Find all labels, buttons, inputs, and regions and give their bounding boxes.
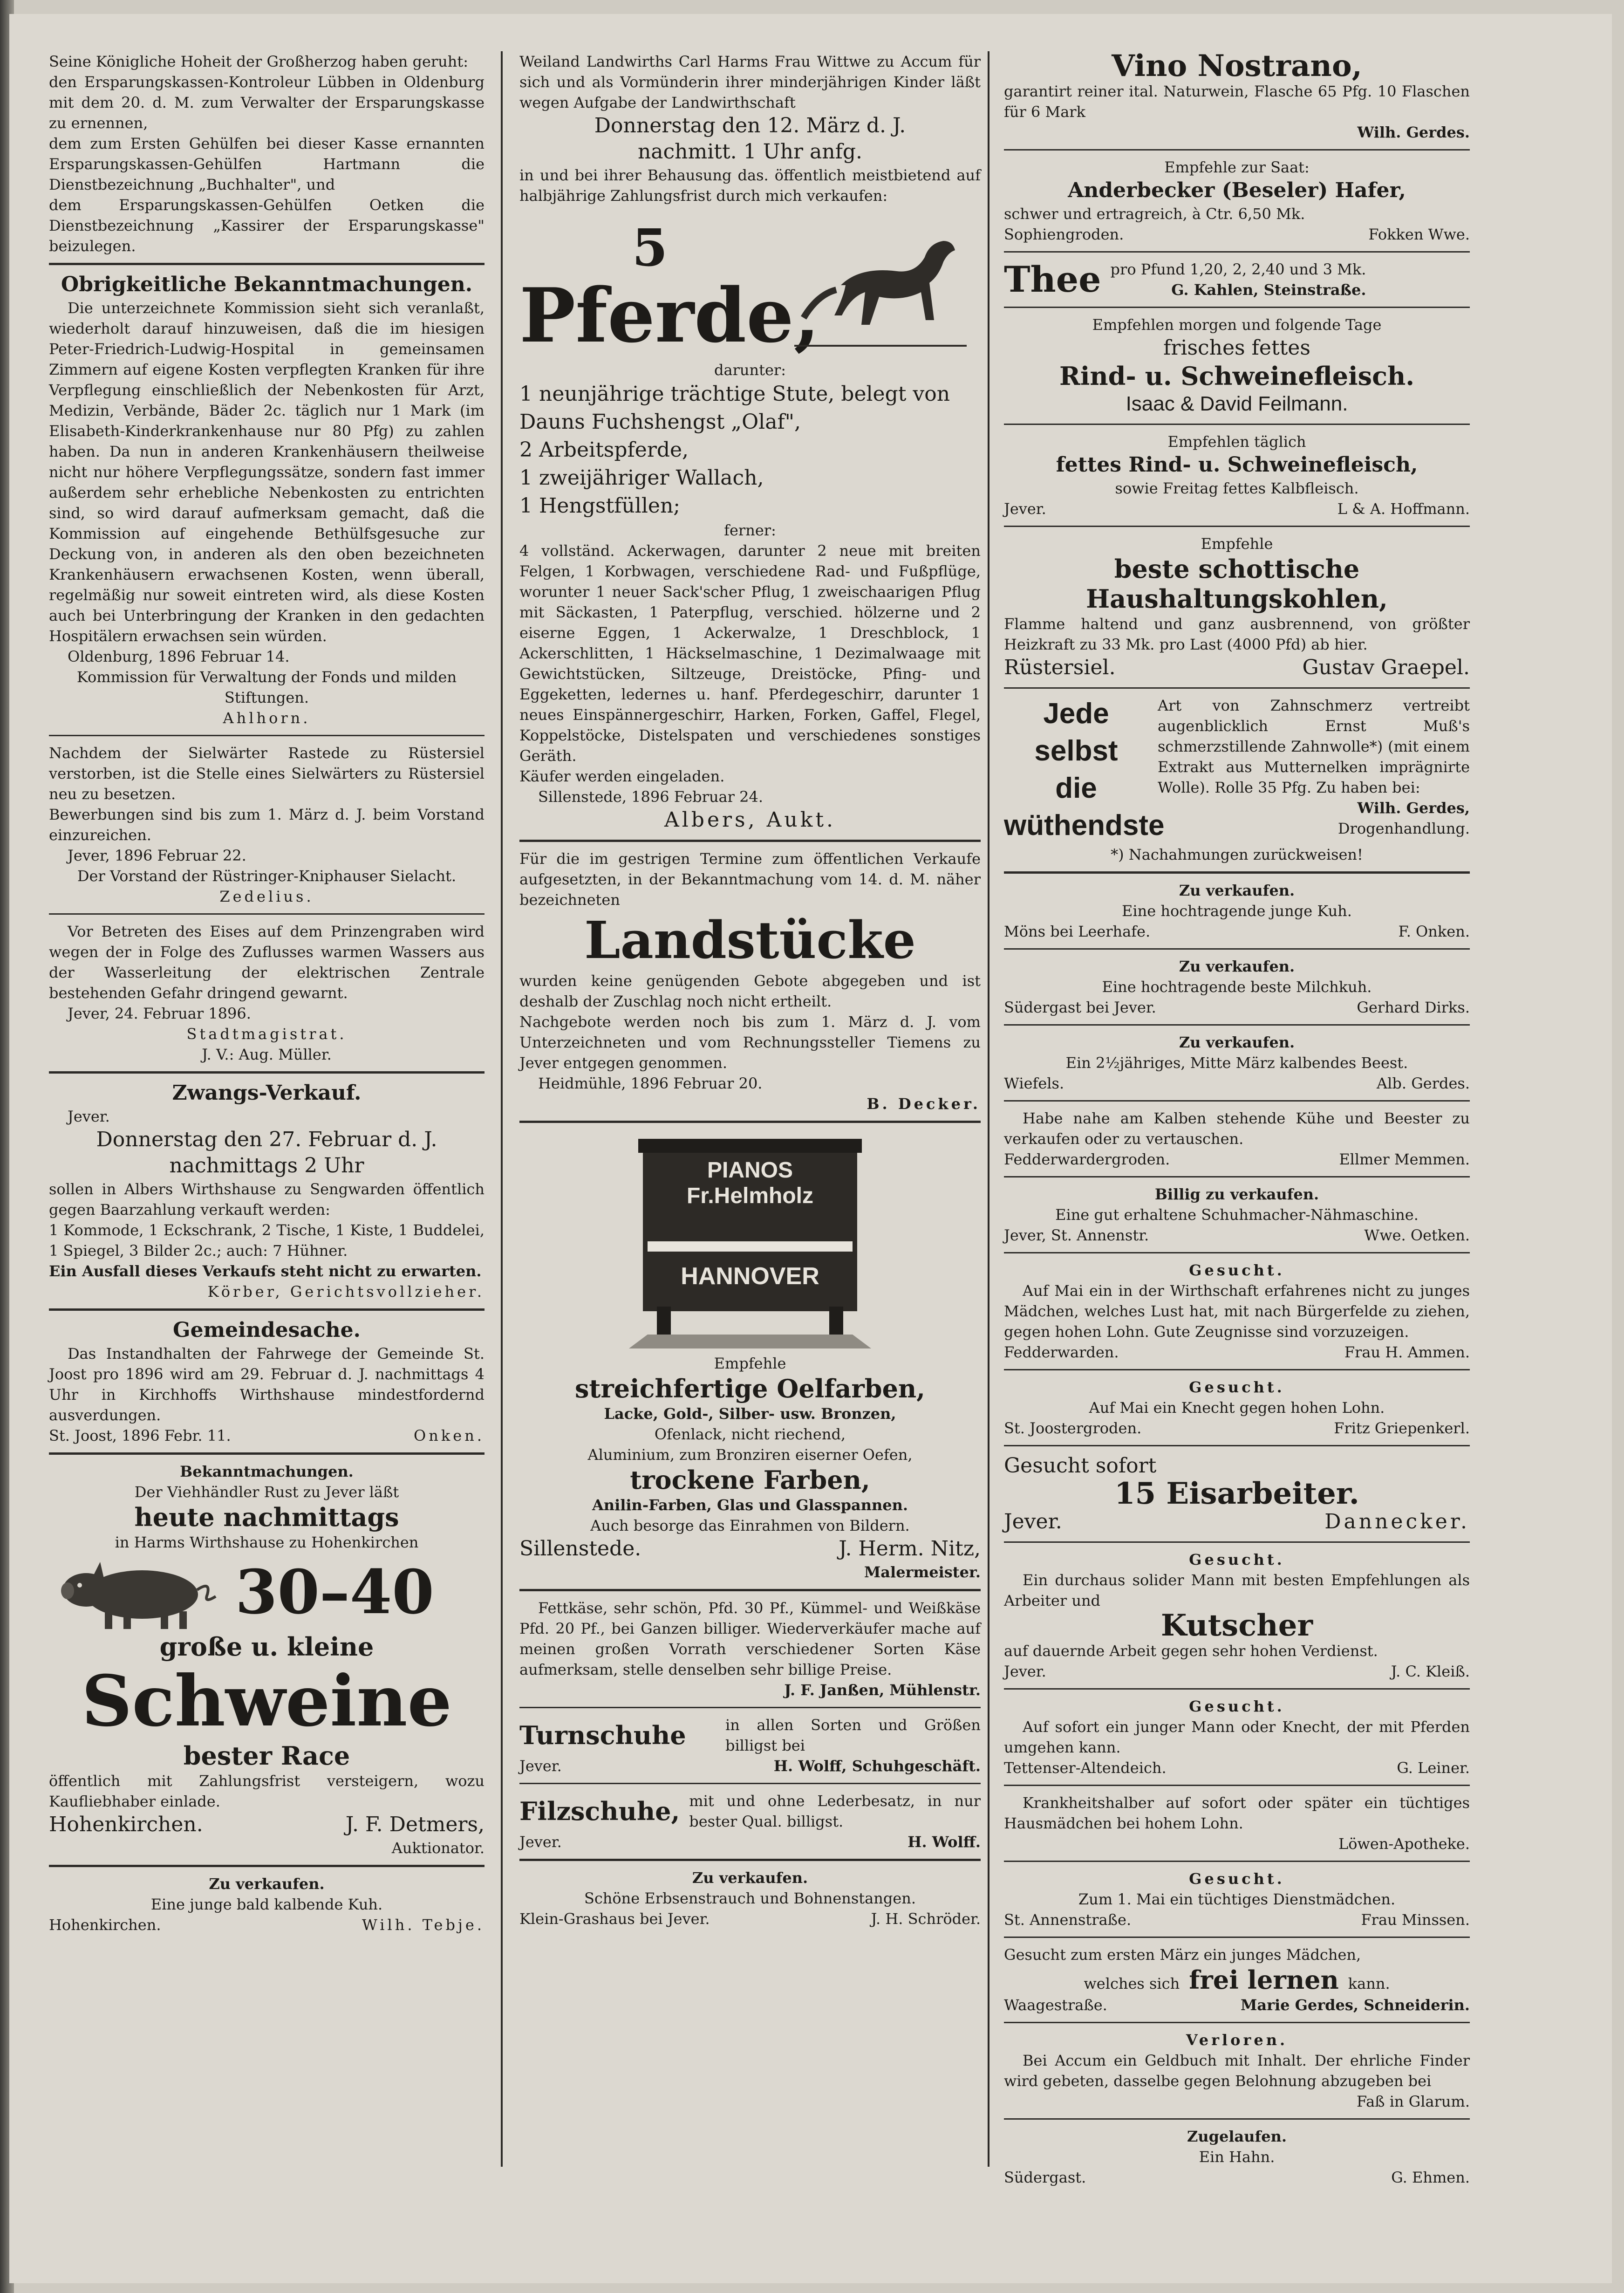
ad-thee-text [1111, 259, 1366, 300]
notice-appointment: Seine Königliche Hoheit der Großherzog haben geruht: den Ersparungskassen-Kontroleur Lübben in Oldenburg mit dem 20. d. M. zum Verwalter der Ersparungskasse zu ernennen, dem zum Ersten Gehülfen bei dieser Kasse ernannten Ersparungskassen-Gehülfen Hartmann die Dienstbezeichnung „Buchhalter", und dem Ersparungskassen-Gehülfen Oetken die Dienstbezeichnung „Kassirer der Ersparungskasse" beizulegen. [49, 53, 484, 255]
ad-place: Rüstersiel. [1004, 656, 1116, 679]
piano-label: Fr.Helmholz [686, 1184, 814, 1208]
ad-body: Schöne Erbsenstrauch und Bohnenstangen. [584, 1889, 916, 1907]
ad-place: Hohenkirchen. [49, 1813, 203, 1836]
notice-body: Vor Betreten des Eises auf dem Prinzengraben wird wegen der in Folge des Zuflusses warmen Wassers aus der Wasserleitung der elektrischen Zentrale bestehenden Gefahr dringend gewarnt. [49, 923, 484, 1002]
ad-signature: Isaac & David Feilmann. [1126, 392, 1348, 415]
ad-body: Auf sofort ein junger Mann oder Knecht, der mit Pferden umgehen kann. [1004, 1718, 1470, 1756]
ad-signature-title: Auktionator. [391, 1839, 484, 1857]
ad-headline: fettes Rind- u. Schweinefleisch, [1056, 453, 1418, 477]
ad-date: Donnerstag den 12. März d. J. [594, 114, 906, 137]
ad-footer [1004, 1758, 1470, 1778]
ad-footnote: *) Nachahmungen zurückweisen! [1111, 846, 1363, 863]
ad-intro: Weiland Landwirths Carl Harms Frau Wittwe zu Accum für sich und als Vormünderin ihrer minderjährigen Kinder läßt wegen Aufgabe der Landwirthschaft [519, 53, 981, 111]
ad-place: St. Annenstraße. [1004, 1911, 1132, 1929]
ad-zahnwolle [1004, 695, 1470, 844]
ad-signature: Wilh. Gerdes, [1357, 799, 1470, 817]
ad-headline-word: wüthendste [1004, 809, 1165, 842]
ad-place: Hohenkirchen. [49, 1916, 161, 1934]
ad-signature: Fritz Griepenkerl. [1334, 1419, 1470, 1437]
ad-footer [1004, 997, 1470, 1018]
ad-place: Möns bei Leerhafe. [1004, 923, 1151, 940]
ad-place: Jever. [519, 1757, 562, 1775]
ad-footer [49, 1812, 484, 1838]
ad-footer [1004, 1509, 1470, 1535]
ad-place: Sillenstede. [519, 1537, 641, 1561]
ad-headline: Haushaltungskohlen, [1086, 584, 1388, 614]
ad-body: Für die im gestrigen Termine zum öffentlichen Verkaufe aufgesetzten, in der Bekanntmachung vom 14. d. M. näher bezeichneten [519, 850, 981, 909]
ad-time: nachmittags 2 Uhr [169, 1154, 364, 1177]
ad-signature: L & A. Hoffmann. [1337, 500, 1470, 518]
ad-place: Waagestraße. [1004, 1996, 1107, 2014]
ad-body: Krankheitshalber auf sofort oder später ein tüchtiges Hausmädchen bei hohem Lohn. [1004, 1794, 1470, 1832]
section-title: Zu verkaufen. [692, 1869, 808, 1887]
ad-place: Südergast bei Jever. [1004, 999, 1156, 1016]
ad-footer [1004, 1225, 1470, 1246]
ad-frei-lernen [1004, 1965, 1470, 1995]
ad-headline: Turnschuhe [519, 1720, 686, 1750]
section-title: Zwangs-Verkauf. [172, 1081, 362, 1105]
ad-body: auf dauernde Arbeit gegen sehr hohen Verdienst. [1004, 1642, 1378, 1660]
ad-headline-word: die [1055, 772, 1097, 804]
ad-line: Lacke, Gold-, Silber- usw. Bronzen, [604, 1405, 896, 1423]
section-title: Zu verkaufen. [1179, 958, 1295, 975]
ad-thee [1004, 259, 1470, 300]
ad-body: Eine gut erhaltene Schuhmacher-Nähmaschine. [1055, 1206, 1419, 1224]
horse-headline-text [519, 218, 820, 359]
ad-headline: beste schottische [1114, 554, 1360, 584]
ad-signature: J. H. Schröder. [871, 1910, 981, 1928]
ad-place: Jever. [1004, 1663, 1046, 1680]
column-left [49, 51, 484, 1935]
ad-signature: G. Leiner. [1397, 1759, 1470, 1777]
ad-zahnwolle-text [1158, 695, 1470, 844]
ad-body: Flamme haltend und ganz ausbrennend, von größter Heizkraft zu 33 Mk. pro Last (4000 Pfd) ab hier. [1004, 615, 1470, 653]
section-title: Obrigkeitliche Bekanntmachungen. [61, 273, 473, 296]
ad-headline: Filzschuhe, [519, 1796, 680, 1826]
ad-signature: Wwe. Oetken. [1364, 1226, 1470, 1244]
ad-body: in und bei ihrer Behausung das. öffentlich meistbietend auf halbjährige Zahlungsfrist durch mich verkaufen: [519, 166, 981, 205]
notice-signature: Der Vorstand der Rüstringer-Kniphauser Sielacht. [77, 867, 457, 885]
ad-date: Donnerstag den 27. Februar d. J. [96, 1128, 437, 1151]
ad-body: Ein 2½jähriges, Mitte März kalbendes Beest. [1065, 1054, 1408, 1072]
ad-footer [1004, 1073, 1470, 1094]
ad-footer [1004, 2167, 1470, 2188]
ad-place: Wiefels. [1004, 1075, 1064, 1092]
ad-body: in allen Sorten und Größen billigst bei [725, 1716, 981, 1754]
ad-headline: heute nachmittags [134, 1502, 399, 1532]
notice-body: Die unterzeichnete Kommission sieht sich veranlaßt, wiederholt darauf hinzuweisen, daß die im hiesigen Peter-Friedrich-Ludwig-Hospital in gemeinsamen Zimmern auf eigene Kosten verpflegten Kranken für ihre Verpflegung einschließlich der Nebenkosten für Arzt, Medizin, Verbände, Bäder 2c. täglich nur 1 Mark (im Elisabeth-Kinderkrankenhause nur 80 Pfg) zu zahlen haben. Da nun in anderen Krankenhäusern theilweise nicht nur höhere Verpflegungssätze, sondern fast immer außerdem sehr erhebliche Nebenkosten zu entrichten sind, so wird darauf aufmerksam gemacht, daß die Kommission auf eingehende Bethülfsgesuche zur Deckung von, in anderen als den oben bezeichneten Krankenhäusern erwachsenen Kosten, wenn überall, regelmäßig nur soweit eintreten wird, als diese Kosten auch bei Unterbringung der Kranken in den gedachten Hospitälern erwachsen sein würden. [49, 299, 484, 645]
ad-headline: Kutscher [1160, 1608, 1313, 1643]
ad-line: Der Viehhändler Rust zu Jever läßt [134, 1483, 399, 1501]
ad-footer [1004, 1342, 1470, 1362]
ad-time: nachmitt. 1 Uhr anfg. [637, 140, 863, 164]
ad-date: Heidmühle, 1896 Februar 20. [538, 1075, 763, 1092]
pig-illustration-icon [49, 1553, 226, 1632]
ad-headline: große u. kleine [159, 1632, 374, 1662]
ad-body: Bei Accum ein Geldbuch mit Inhalt. Der ehrliche Finder wird gebeten, dasselbe gegen Belohnung abzugeben bei [1004, 2052, 1470, 2090]
ad-body: sowie Freitag fettes Kalbfleisch. [1115, 479, 1359, 497]
horse-list-item: 1 zweijähriger Wallach, [519, 466, 764, 490]
section-title: Gesucht. [1189, 1870, 1285, 1888]
ad-headline-block [1004, 695, 1165, 844]
ad-footer [49, 1915, 484, 1935]
notice-signature: Kommission für Verwaltung der Fonds und milden Stiftungen. [76, 668, 457, 706]
ad-body: Eine hochtragende beste Milchkuh. [1102, 978, 1372, 996]
ad-signature: J. F. Janßen, Mühlenstr. [784, 1681, 981, 1699]
notice-date: Jever, 1896 Februar 22. [68, 847, 246, 864]
horse-list-item: 1 neunjährige trächtige Stute, belegt von Dauns Fuchshengst „Olaf", [519, 382, 950, 434]
ad-body: mit und ohne Lederbesatz, in nur bester Qual. billigst. [689, 1792, 981, 1830]
section-title: Verloren. [1186, 2031, 1288, 2049]
ad-body: Auf Mai ein Knecht gegen hohen Lohn. [1089, 1399, 1385, 1417]
ad-place: Fedderwardergroden. [1004, 1150, 1170, 1168]
ad-signature: Marie Gerdes, Schneiderin. [1240, 1996, 1470, 2014]
section-title: Zugelaufen. [1187, 2128, 1287, 2145]
ad-lead: Empfehle zur Saat: [1164, 158, 1310, 176]
ad-signature: J. F. Detmers, [345, 1813, 484, 1836]
column-right [1004, 48, 1470, 2188]
ad-line: Anilin-Farben, Glas und Glasspannen. [592, 1496, 908, 1514]
ad-lead: Gesucht sofort [1004, 1454, 1157, 1478]
ad-signature: Faß in Glarum. [1357, 2093, 1470, 2110]
ad-body: garantirt reiner ital. Naturwein, Flasche 65 Pfg. 10 Flaschen für 6 Mark [1004, 82, 1470, 121]
ad-footer [1004, 1661, 1470, 1682]
ad-signature: Frau Minssen. [1361, 1911, 1470, 1929]
ad-line: Ofenlack, nicht riechend, [654, 1425, 846, 1443]
ad-body: schwer und ertragreich, à Ctr. 6,50 Mk. [1004, 205, 1305, 223]
notice-footer [49, 1425, 484, 1446]
ad-line: welches sich [1084, 1975, 1180, 1992]
ad-footer [519, 1756, 981, 1776]
ad-headline-large: Schweine [82, 1660, 452, 1742]
ad-signature: Fokken Wwe. [1368, 226, 1470, 243]
ad-signature: Alb. Gerdes. [1377, 1075, 1470, 1092]
ad-signature: J. C. Kleiß. [1391, 1663, 1470, 1680]
notice-date: Jever, 24. Februar 1896. [68, 1005, 251, 1022]
ad-body: Zum 1. Mai ein tüchtiges Dienstmädchen. [1078, 1890, 1396, 1908]
section-title: Zu verkaufen. [209, 1875, 325, 1893]
ad-headline-large: Landstücke [584, 910, 916, 970]
ad-signature: G. Ehmen. [1391, 2169, 1470, 2186]
ad-body: Auf Mai ein in der Wirthschaft erfahrenes nicht zu junges Mädchen, welches Lust hat, mit nach Bürgerfelde zu ziehen, gegen hohen Lohn. Gute Zeugnisse sind vorzuzeigen. [1004, 1282, 1470, 1341]
notice-body: Nachdem der Sielwärter Rastede zu Rüstersiel verstorben, ist die Stelle eines Sielwärters zu Rüstersiel neu zu besetzen. Bewerbungen sind bis zum 1. März d. J. beim Vorstand einzureichen. [49, 744, 484, 844]
ad-signature: J. Herm. Nitz, [839, 1537, 981, 1561]
ad-emphasis: Ein Ausfall dieses Verkaufs steht nicht zu erwarten. [49, 1262, 482, 1280]
ad-place: Jever. [68, 1108, 110, 1125]
section-title: Gesucht. [1189, 1261, 1285, 1279]
column-divider [988, 51, 989, 2167]
ad-headline: 15 Eisarbeiter. [1114, 1476, 1359, 1511]
ad-footer [1004, 1995, 1470, 2015]
ad-place: Tettenser-Altendeich. [1004, 1759, 1167, 1777]
ad-signature: G. Kahlen, Steinstraße. [1171, 281, 1366, 299]
ad-lead: Empfehlen täglich [1167, 433, 1306, 451]
column-divider [501, 51, 503, 2167]
ad-sub: frisches fettes [1163, 336, 1310, 360]
notice-signature: Zedelius. [219, 888, 314, 905]
ad-signature: Körber, Gerichtsvollzieher. [207, 1283, 484, 1301]
piano-label: HANNOVER [681, 1263, 819, 1290]
ad-signature: Löwen-Apotheke. [1338, 1835, 1470, 1853]
ad-footer [1004, 499, 1470, 519]
ad-footer [519, 1536, 981, 1562]
ad-footer [1004, 921, 1470, 942]
ad-signature-title: Malermeister. [864, 1563, 981, 1581]
ad-sub: ferner: [724, 521, 776, 539]
section-title: Gesucht. [1189, 1551, 1285, 1568]
ad-body: wurden keine genügenden Gebote abgegeben und ist deshalb der Zuschlag noch nicht ertheilt. Nachgebote werden noch bis zum 1. März d. J. vom Unterzeichneten und vom Rechnungssteller Tiemens zu Jever entgegen genommen. [519, 972, 981, 1072]
ad-line: kann. [1348, 1975, 1390, 1992]
ad-line: Auch besorge das Einrahmen von Bildern. [590, 1517, 910, 1534]
ad-signature: Gerhard Dirks. [1357, 999, 1470, 1016]
ad-place: Jever. [1004, 1510, 1062, 1533]
notice-body: Das Instandhalten der Fahrwege der Gemeinde St. Joost pro 1896 wird am 29. Februar d. J. nachmittags 4 Uhr in Kirchhoffs Wirthshause mindestfordernd ausverdungen. [49, 1345, 484, 1424]
ad-body: Fettkäse, sehr schön, Pfd. 30 Pf., Kümmel- und Weißkäse Pfd. 20 Pf., bei Ganzen billiger. Wiederverkäufer mache auf meinen großen Vorrath verschiedener Sorten Käse aufmerksam, stelle denselben sehr billige Preise. [519, 1599, 981, 1678]
ad-footer [1004, 1910, 1470, 1930]
ad-body: Habe nahe am Kalben stehende Kühe und Beester zu verkaufen oder zu vertauschen. [1004, 1109, 1470, 1148]
ad-body: Art von Zahnschmerz vertreibt augenblicklich Ernst Muß's schmerzstillende Zahnwolle*) (mit einem Extrakt aus Mutternelken imprägnirte Wolle). Rolle 35 Pfg. Zu haben bei: [1158, 697, 1470, 796]
ad-footer [519, 1909, 981, 1929]
ad-body: pro Pfund 1,20, 2, 2,40 und 3 Mk. [1110, 260, 1366, 278]
ad-headline: trockene Farben, [630, 1465, 870, 1495]
ad-headline-word: Jede [1043, 698, 1109, 730]
ad-place: St. Joostergroden. [1004, 1419, 1142, 1437]
ad-headline: Anderbecker (Beseler) Hafer, [1068, 178, 1406, 202]
pig-row [49, 1553, 484, 1632]
ad-headline: Rind- u. Schweinefleisch. [1059, 361, 1415, 391]
horse-list-item: 2 Arbeitspferde, [519, 438, 689, 462]
ad-signature: Wilh. Gerdes. [1357, 123, 1470, 141]
ad-sub: darunter: [714, 361, 786, 379]
ad-body: öffentlich mit Zahlungsfrist versteigern, wozu Kaufliebhaber einlade. [49, 1772, 484, 1810]
ad-footer [1004, 224, 1470, 245]
ad-lead: Empfehle [714, 1355, 786, 1372]
ad-signature: Frau H. Ammen. [1344, 1343, 1470, 1361]
ad-body: Eine junge bald kalbende Kuh. [150, 1896, 383, 1913]
ad-place: Jever. [1004, 500, 1046, 518]
ad-headline: Vino Nostrano, [1112, 48, 1362, 83]
ad-headline: bester Race [183, 1741, 350, 1771]
ad-headline-word: selbst [1034, 735, 1118, 767]
ad-footer [1004, 655, 1470, 681]
ad-body: Eine hochtragende junge Kuh. [1122, 902, 1352, 920]
notice-signature: Ahlhorn. [223, 709, 311, 727]
ad-body: Ein durchaus solider Mann mit besten Empfehlungen als Arbeiter und [1004, 1571, 1470, 1609]
section-title: Zu verkaufen. [1179, 882, 1295, 899]
ad-place: Klein-Grashaus bei Jever. [519, 1910, 710, 1928]
ad-turnschuhe [519, 1715, 981, 1756]
notice-date: Oldenburg, 1896 Februar 14. [68, 648, 290, 665]
ad-line: in Harms Wirthshause zu Hohenkirchen [115, 1533, 419, 1551]
ad-signature: H. Wolff. [908, 1833, 981, 1851]
ad-footer [1004, 1149, 1470, 1170]
ad-line: Aluminium, zum Bronziren eiserner Oefen, [587, 1446, 913, 1464]
ad-body: 4 vollständ. Ackerwagen, darunter 2 neue mit breiten Felgen, 1 Korbwagen, verschiedene Rad- und Fußpflüge, worunter 1 neuer Sack'scher Pflug, 1 zweischaarigen Pflug mit Säckasten, 1 Paterpflug, verschied. hölzerne und 2 eiserne Eggen, 1 Ackerwalze, 1 Dreschblock, 1 Ackerschlitten, 1 Häckselmaschine, 1 Dezimalwaage mit Gewichtstücken, Siltzeuge, Dreistöcke, Pfing- und Eggeketten, ledernes u. hanf. Pferdegeschirr, darunter 1 neues Einspännergeschirr, Harken, Forken, Gaffel, Flegel, Koppelstöcke, Distelspaten und verschiedenes sonstiges Geräth. Käufer werden eingeladen. [519, 542, 981, 785]
ad-place: Jever. [519, 1833, 562, 1851]
ad-headline: Thee [1004, 259, 1101, 300]
notice-signature: Stadtmagistrat. [186, 1025, 347, 1043]
piano-illustration [629, 1129, 871, 1348]
ad-place: Sophiengroden. [1004, 226, 1124, 243]
ad-number: 5 [632, 218, 668, 278]
ad-footer [519, 1832, 981, 1852]
horse-headline [519, 215, 981, 359]
ad-signature: Ellmer Memmen. [1339, 1150, 1470, 1168]
ad-signature: H. Wolff, Schuhgeschäft. [773, 1757, 981, 1775]
ad-place: Jever, St. Annenstr. [1004, 1226, 1149, 1244]
ad-lead: Gesucht zum ersten März ein junges Mädchen, [1004, 1946, 1361, 1964]
ad-place: Fedderwarden. [1004, 1343, 1119, 1361]
ad-headline-large: Pferde, [519, 272, 820, 359]
ad-signature-title: Drogenhandlung. [1337, 820, 1470, 837]
ad-signature: Dannecker. [1324, 1510, 1470, 1533]
piano-label: PIANOS [707, 1158, 793, 1183]
ad-lead: Empfehlen morgen und folgende Tage [1092, 316, 1382, 334]
ad-headline: frei lernen [1189, 1965, 1339, 1995]
ad-date: Sillenstede, 1896 Februar 24. [538, 788, 763, 806]
ad-signature: Wilh. Tebje. [362, 1916, 484, 1934]
ad-body: Ein Hahn. [1199, 2148, 1275, 2166]
notice-signature: J. V.: Aug. Müller. [202, 1046, 332, 1063]
ad-signature: B. Decker. [867, 1095, 981, 1113]
ad-signature: F. Onken. [1398, 923, 1470, 940]
ad-footer [1004, 1418, 1470, 1438]
section-title: Zu verkaufen. [1179, 1034, 1295, 1051]
ad-headline: streichfertige Oelfarben, [575, 1374, 925, 1403]
column-middle [519, 51, 981, 1929]
ad-signature: Gustav Graepel. [1302, 656, 1470, 679]
section-title: Gesucht. [1189, 1378, 1285, 1396]
notice-date: St. Joost, 1896 Febr. 11. [49, 1427, 231, 1444]
horse-illustration-icon [785, 215, 971, 355]
ad-number: 30–40 [235, 1556, 434, 1628]
section-title: Gemeindesache. [173, 1318, 361, 1342]
ad-filzschuhe [519, 1791, 981, 1832]
section-title: Bekanntmachungen. [180, 1463, 354, 1480]
ad-lead: Empfehle [1201, 535, 1273, 553]
section-title: Billig zu verkaufen. [1154, 1185, 1319, 1203]
section-title: Gesucht. [1189, 1698, 1285, 1715]
notice-signature: Onken. [414, 1427, 484, 1444]
horse-list-item: 1 Hengstfüllen; [519, 494, 681, 518]
ad-place: Südergast. [1004, 2169, 1086, 2186]
ad-signature: Albers, Aukt. [664, 808, 836, 832]
ad-body: sollen in Albers Wirthshause zu Sengwarden öffentlich gegen Baarzahlung verkauft werden: 1 Kommode, 1 Eckschrank, 2 Tische, 1 Kiste, 1 Buddelei, 1 Spiegel, 3 Bilder 2c.; auch: 7 Hühner. [49, 1180, 484, 1259]
